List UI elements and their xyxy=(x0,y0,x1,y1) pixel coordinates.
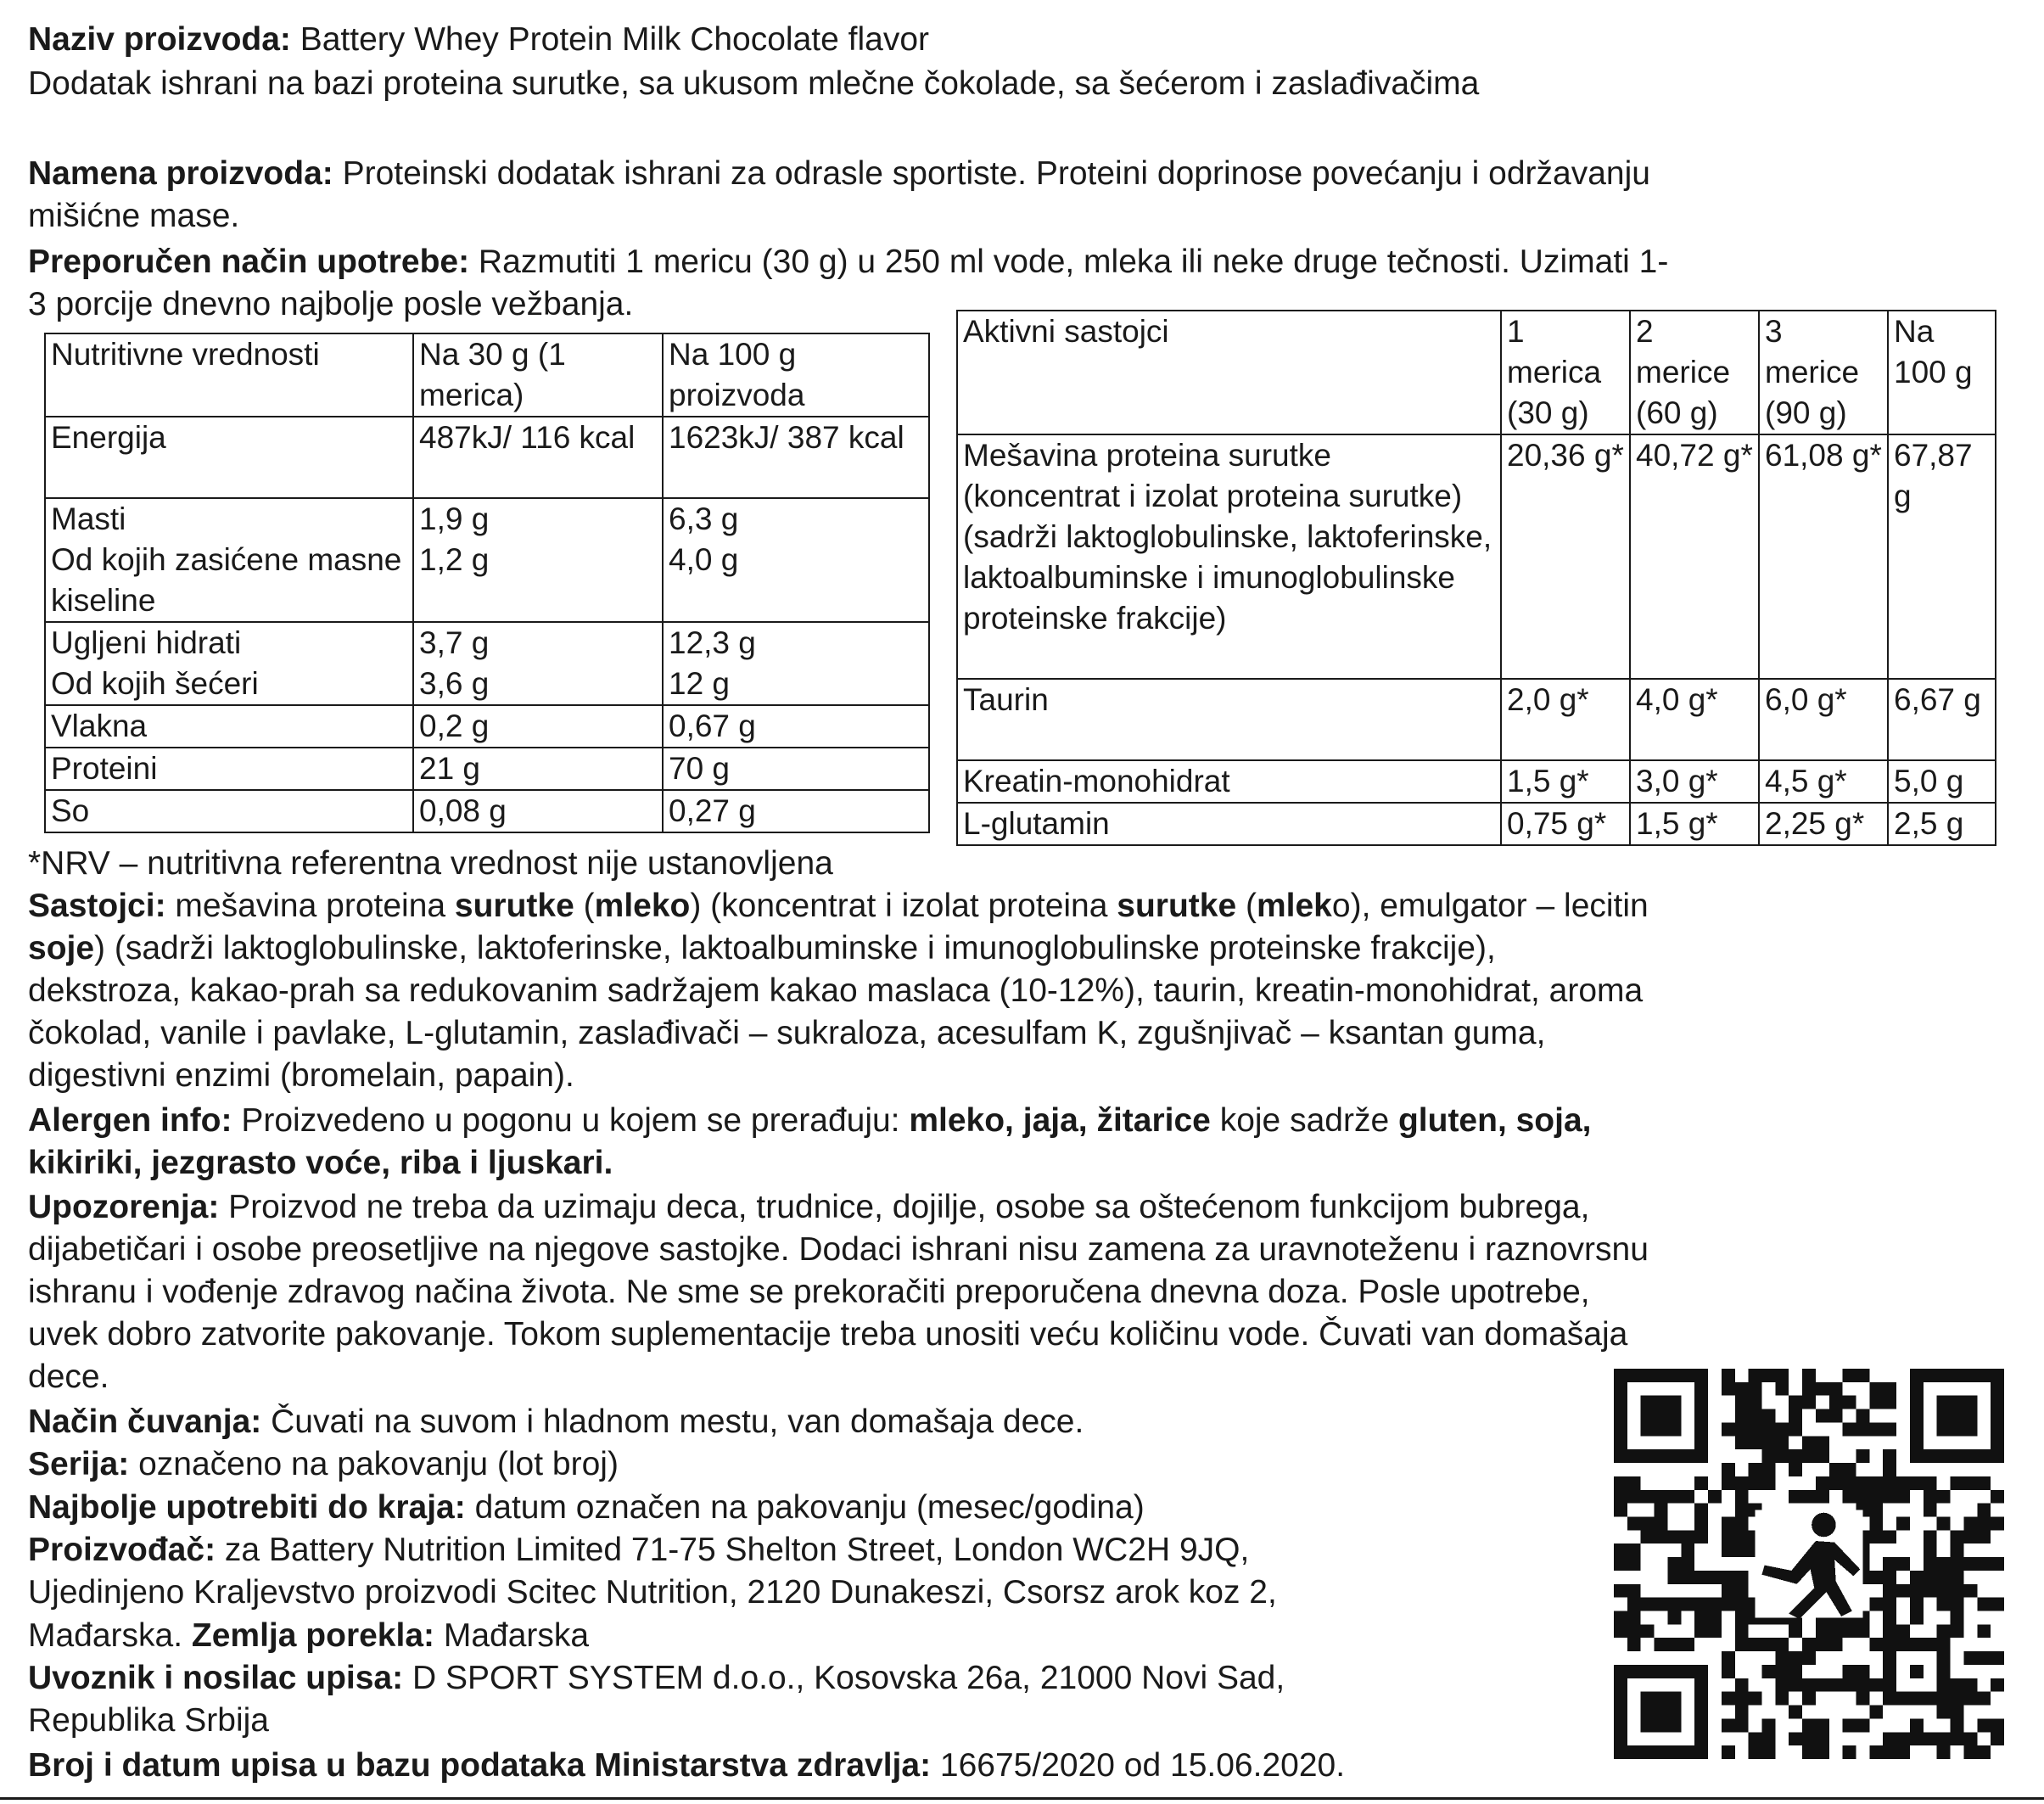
table-row: Aktivni sastojci 1 merica (30 g) 2 merice (60 g) 3 merice (90 g) Na 100 g xyxy=(957,311,1996,434)
usage-line-1: Preporučen način upotrebe: Razmutiti 1 mericu (30 g) u 250 ml vode, mleka ili neke druge tečnosti. Uzimati 1- xyxy=(28,244,1669,280)
warnings-line-3: ishranu i vođenje zdravog načina života. Ne sme se prekoračiti preporučena dnevna doza. Posle upotrebe, xyxy=(28,1274,1590,1310)
ingredients-line-3: dekstroza, kakao-prah sa redukovanim sadržajem kakao maslaca (10-12%), taurin, kreatin-monohidrat, aroma xyxy=(28,972,1644,1009)
table-row: Ugljeni hidrati Od kojih šećeri 3,7 g 3,6 g 12,3 g 12 g xyxy=(45,622,929,705)
ingredients-line-4: čokolad, vanile i pavlake, L-glutamin, zaslađivači – sukraloza, acesulfam K, zgušnjivač – ksantan guma, xyxy=(28,1015,1546,1051)
table-row: Taurin 2,0 g* 4,0 g* 6,0 g* 6,67 g xyxy=(957,679,1996,760)
manufacturer-line-1: Proizvođač: za Battery Nutrition Limited 71-75 Shelton Street, London WC2H 9JQ, xyxy=(28,1532,1250,1568)
ingredients-line-1: Sastojci: mešavina proteina surutke (mleko) (koncentrat i izolat proteina surutke (mleko), emulgator – lecitin xyxy=(28,888,1649,924)
nrv-note: *NRV – nutritivna referentna vrednost nije ustanovljena xyxy=(28,845,833,882)
warnings-line-2: dijabetičari i osobe preosetljive na njegove sastojke. Dodaci ishrani nisu zamena za uravnoteženu i raznovrsnu xyxy=(28,1231,1649,1268)
allergen-line-2: kikiriki, jezgrasto voće, riba i ljuskari. xyxy=(28,1145,613,1181)
qr-code-icon xyxy=(1614,1368,2004,1760)
warnings-line-4: uvek dobro zatvorite pakovanje. Tokom suplementacije treba unositi veću količinu vode. Čuvati van domašaja xyxy=(28,1316,1628,1353)
usage-line-2: 3 porcije dnevno najbolje posle vežbanja. xyxy=(28,286,634,322)
table-row: Mešavina proteina surutke (koncentrat i izolat proteina surutke) (sadrži laktoglobulinske, laktoferinske, laktoalbuminske i imunoglobulinske proteinske frakcije) 20,36 g* 40,72 g* 61,08 g* 67,87 g xyxy=(957,434,1996,679)
table-row: Masti Od kojih zasićene masne kiseline 1,9 g 1,2 g 6,3 g 4,0 g xyxy=(45,498,929,622)
bottom-rule xyxy=(0,1797,2044,1800)
nutrition-table xyxy=(44,333,930,833)
table-row: Nutritivne vrednosti Na 30 g (1 merica) Na 100 g proizvoda xyxy=(45,333,929,417)
table-row: Energija 487kJ/ 116 kcal 1623kJ/ 387 kcal xyxy=(45,417,929,498)
allergen-line-1: Alergen info: Proizvedeno u pogonu u kojem se prerađuju: mleko, jaja, žitarice koje sadrže gluten, soja, xyxy=(28,1102,1592,1139)
warnings-line-5: dece. xyxy=(28,1359,109,1395)
product-subtitle: Dodatak ishrani na bazi proteina surutke, sa ukusom mlečne čokolade, sa šećerom i zaslađivačima xyxy=(28,65,1480,102)
ingredients-line-2: soje) (sadrži laktoglobulinske, laktoferinske, laktoalbuminske i imunoglobulinske proteinske frakcije), xyxy=(28,930,1496,966)
ingredients-line-5: digestivni enzimi (bromelain, papain). xyxy=(28,1057,574,1094)
storage-line: Način čuvanja: Čuvati na suvom i hladnom mestu, van domašaja dece. xyxy=(28,1403,1084,1440)
importer-line-2: Republika Srbija xyxy=(28,1702,269,1739)
table-row: Proteini 21 g 70 g xyxy=(45,748,929,790)
product-name-line: Naziv proizvoda: Battery Whey Protein Milk Chocolate flavor xyxy=(28,21,930,58)
serial-line: Serija: označeno na pakovanju (lot broj) xyxy=(28,1446,619,1482)
registration-line: Broj i datum upisa u bazu podataka Ministarstva zdravlja: 16675/2020 od 15.06.2020. xyxy=(28,1747,1346,1784)
purpose-line-2: mišićne mase. xyxy=(28,198,240,234)
best-before-line: Najbolje upotrebiti do kraja: datum označen na pakovanju (mesec/godina) xyxy=(28,1489,1145,1526)
table-row: Kreatin-monohidrat 1,5 g* 3,0 g* 4,5 g* 5,0 g xyxy=(957,760,1996,803)
manufacturer-line-3: Mađarska. Zemlja porekla: Mađarska xyxy=(28,1617,590,1654)
warnings-line-1: Upozorenja: Proizvod ne treba da uzimaju deca, trudnice, dojilje, osobe sa oštećenom funkcijom bubrega, xyxy=(28,1189,1590,1225)
table-row: So 0,08 g 0,27 g xyxy=(45,790,929,832)
active-ingredients-table xyxy=(956,310,1996,846)
manufacturer-line-2: Ujedinjeno Kraljevstvo proizvodi Scitec Nutrition, 2120 Dunakeszi, Csorsz arok koz 2, xyxy=(28,1574,1277,1611)
importer-line-1: Uvoznik i nosilac upisa: D SPORT SYSTEM d.o.o., Kosovska 26a, 21000 Novi Sad, xyxy=(28,1660,1285,1696)
table-row: L-glutamin 0,75 g* 1,5 g* 2,25 g* 2,5 g xyxy=(957,803,1996,845)
purpose-line-1: Namena proizvoda: Proteinski dodatak ishrani za odrasle sportiste. Proteini doprinose povećanju i održavanju xyxy=(28,155,1650,192)
table-row: Vlakna 0,2 g 0,67 g xyxy=(45,705,929,748)
